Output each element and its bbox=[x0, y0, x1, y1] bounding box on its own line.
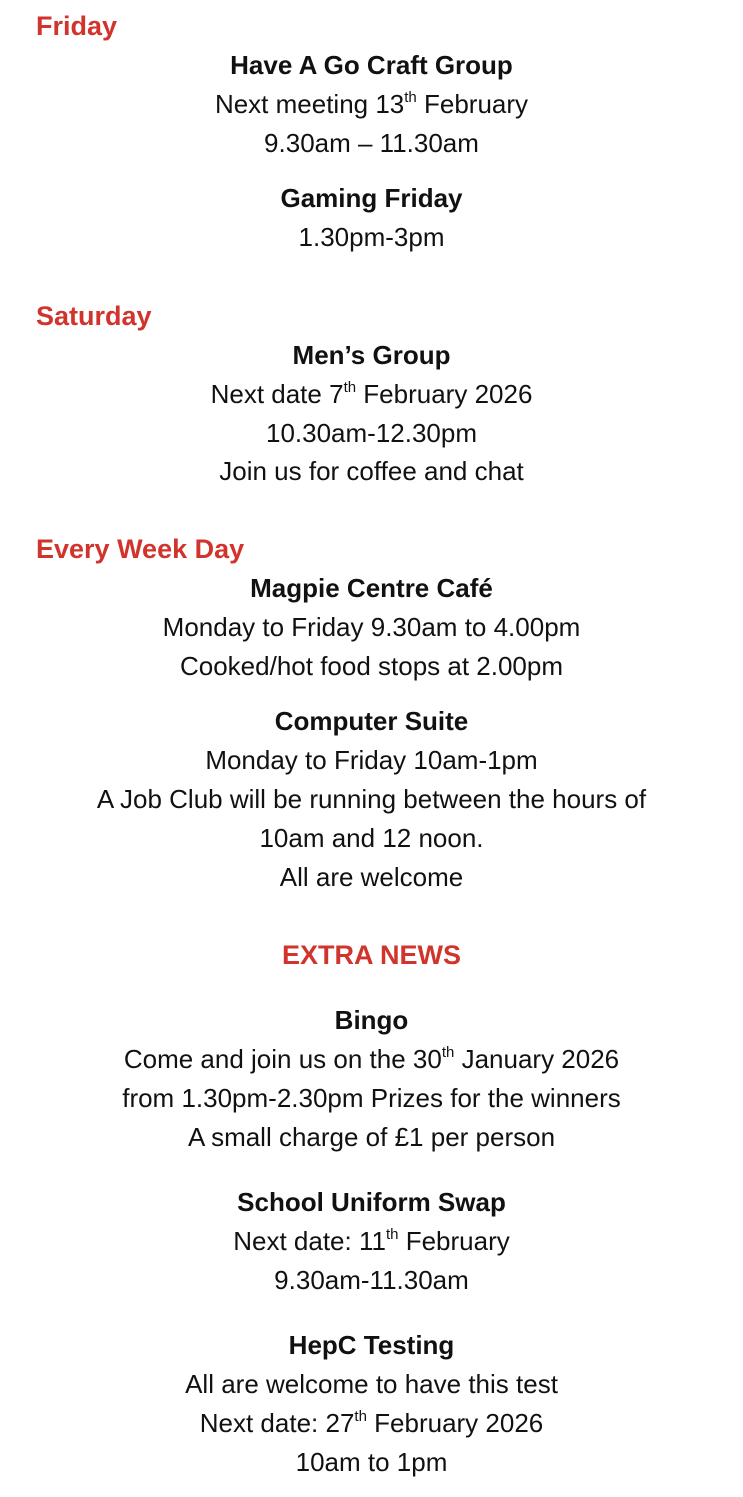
event-title-bingo: Bingo bbox=[334, 1005, 409, 1035]
bingo-date-month: January 2026 bbox=[454, 1044, 620, 1074]
hepc-date-month: February 2026 bbox=[366, 1408, 544, 1438]
event-line-bingo-time: from 1.30pm-2.30pm Prizes for the winners bbox=[122, 1083, 621, 1113]
event-title-craft-group: Have A Go Craft Group bbox=[230, 50, 513, 80]
event-line-cafe-hours: Monday to Friday 9.30am to 4.00pm bbox=[162, 612, 581, 642]
event-line-bingo-date bbox=[0, 1044, 743, 1074]
mens-date-month: February 2026 bbox=[356, 379, 533, 409]
event-line-mens-time: 10.30am-12.30pm bbox=[265, 418, 478, 448]
uniform-date-month: February bbox=[398, 1226, 510, 1256]
event-line-mens-note: Join us for coffee and chat bbox=[219, 456, 524, 486]
event-title-computer-suite: Computer Suite bbox=[274, 706, 469, 736]
event-line-uniform-time: 9.30am-11.30am bbox=[274, 1265, 469, 1295]
hepc-date-suffix: th bbox=[354, 1408, 367, 1425]
section-heading-saturday: Saturday bbox=[36, 301, 152, 331]
event-title-uniform-swap: School Uniform Swap bbox=[237, 1187, 506, 1217]
section-heading-every-week-day: Every Week Day bbox=[36, 534, 245, 564]
event-line-hepc-welcome: All are welcome to have this test bbox=[185, 1369, 558, 1399]
section-heading-extra-news: EXTRA NEWS bbox=[281, 940, 461, 970]
event-line-bingo-charge: A small charge of £1 per person bbox=[187, 1122, 556, 1152]
mens-date-suffix: th bbox=[343, 379, 357, 396]
craft-date-text: Next meeting 13 bbox=[214, 89, 405, 119]
mens-date-text: Next date 7 bbox=[210, 379, 344, 409]
event-line-hepc-date bbox=[0, 1408, 743, 1438]
event-line-gaming-time: 1.30pm-3pm bbox=[298, 222, 445, 252]
event-title-mens-group: Men’s Group bbox=[292, 340, 451, 370]
event-line-job-club-hours: 10am and 12 noon. bbox=[259, 823, 484, 853]
event-line-hepc-time: 10am to 1pm bbox=[295, 1447, 448, 1477]
craft-date-suffix: th bbox=[404, 89, 417, 106]
craft-date-month: February bbox=[416, 89, 529, 119]
event-line-uniform-date bbox=[0, 1226, 743, 1256]
bingo-date-text: Come and join us on the 30 bbox=[123, 1044, 442, 1074]
event-line-job-club: A Job Club will be running between the hours of bbox=[96, 784, 647, 814]
uniform-date-suffix: th bbox=[385, 1226, 399, 1243]
event-line-computer-hours: Monday to Friday 10am-1pm bbox=[205, 745, 538, 775]
uniform-date-text: Next date: 11 bbox=[233, 1226, 386, 1256]
hepc-date-text: Next date: 27 bbox=[199, 1408, 355, 1438]
event-line-mens-date bbox=[0, 379, 743, 409]
event-title-gaming-friday: Gaming Friday bbox=[280, 183, 463, 213]
section-heading-friday: Friday bbox=[36, 11, 118, 41]
event-title-hepc-testing: HepC Testing bbox=[288, 1330, 455, 1360]
event-line-computer-welcome: All are welcome bbox=[279, 862, 464, 892]
event-line-cafe-food: Cooked/hot food stops at 2.00pm bbox=[179, 651, 564, 681]
bingo-date-suffix: th bbox=[441, 1044, 455, 1061]
event-title-cafe: Magpie Centre Café bbox=[250, 573, 493, 603]
event-line-craft-date bbox=[0, 89, 743, 119]
event-line-craft-time: 9.30am – 11.30am bbox=[264, 128, 479, 158]
